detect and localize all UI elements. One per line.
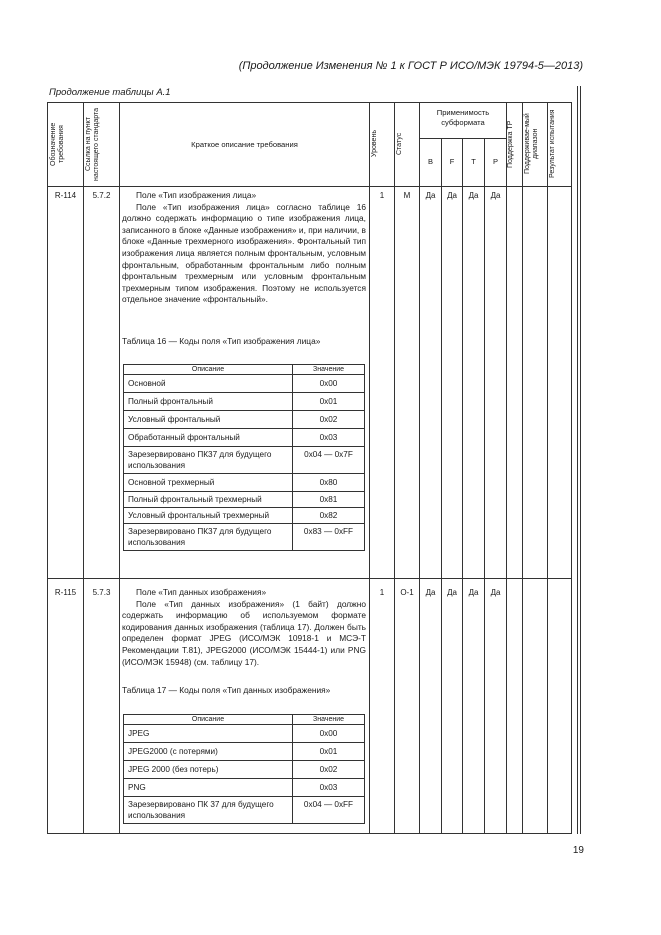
codes-row (124, 725, 365, 743)
code-description: Основной трехмерный (124, 474, 293, 492)
code-value: 0x00 (293, 375, 365, 393)
codes-row (124, 447, 365, 474)
codes-header-value: Значение (293, 365, 365, 375)
col-header-t: T (471, 157, 476, 166)
row-f: Да (447, 191, 457, 200)
table-caption: Таблица 16 — Коды поля «Тип изображения лица» (122, 336, 321, 346)
code-description: JPEG 2000 (без потерь) (124, 761, 293, 779)
code-value: 0x02 (293, 761, 365, 779)
col-header-test-result: Результат испытания (549, 109, 556, 179)
code-description: Основной (124, 375, 293, 393)
code-value: 0x82 (293, 508, 365, 524)
codes-header-description: Описание (124, 365, 293, 375)
codes-row (124, 524, 365, 551)
col-header-designation: Обозначение требования (50, 122, 66, 166)
codes-row (124, 393, 365, 411)
codes-header-value: Значение (293, 715, 365, 725)
row-ref: 5.7.3 (92, 588, 111, 597)
col-header-b: B (427, 157, 433, 166)
codes-row (124, 797, 365, 824)
row-level: 1 (379, 588, 385, 597)
row-b: Да (425, 588, 436, 597)
code-value: 0x03 (293, 429, 365, 447)
code-value: 0x80 (293, 474, 365, 492)
codes-row (124, 761, 365, 779)
codes-table (123, 364, 365, 551)
col-header-level: Уровень (371, 130, 378, 158)
code-description: Условный фронтальный трехмерный (124, 508, 293, 524)
row-f: Да (447, 588, 457, 597)
codes-row (124, 411, 365, 429)
code-description: Условный фронтальный (124, 411, 293, 429)
table-caption: Таблица 17 — Коды поля «Тип данных изображения» (122, 685, 331, 695)
col-header-applicability: Применимость субформата (436, 108, 490, 127)
code-description: Полный фронтальный трехмерный (124, 492, 293, 508)
requirement-text (122, 190, 366, 306)
code-description: Зарезервировано ПК37 для будущего использования (124, 447, 293, 474)
code-value: 0x04 — 0x7F (293, 447, 365, 474)
col-header-description: Краткое описание требования (191, 140, 298, 149)
code-value: 0x00 (293, 725, 365, 743)
requirement-text (122, 587, 366, 668)
code-description: Обработанный фронтальный (124, 429, 293, 447)
codes-table (123, 714, 365, 824)
row-t: Да (468, 588, 479, 597)
code-value: 0x01 (293, 393, 365, 411)
code-description: Зарезервировано ПК37 для будущего использования (124, 524, 293, 551)
code-value: 0x01 (293, 743, 365, 761)
code-value: 0x81 (293, 492, 365, 508)
code-value: 0x04 — 0xFF (293, 797, 365, 824)
col-header-supported-range: Поддерживае-мый диапазон (524, 113, 540, 175)
requirement-title: Поле «Тип данных изображения» (136, 587, 267, 597)
row-status: M (403, 191, 411, 200)
code-description: PNG (124, 779, 293, 797)
requirement-body: Поле «Тип изображения лица» согласно таблице 16 должно содержать информацию о типе изображения лица, записанного в блоке «Данные изображения» и, при наличии, в блоке «Данные трехмерного изображения». Фронтальный тип изображения лица является полным фронтальным, условным фронтальным, обработанным фронтальным либо полным фронтальным трехмерным или условным фронтальным трехмерным типом изображения. Поэтому не используется отдельное значение «фронтальный». (122, 201, 366, 305)
col-header-reference: Ссылка на пункт настоящего стандарта (85, 107, 101, 181)
row-level: 1 (379, 191, 385, 200)
codes-row (124, 508, 365, 524)
table-continuation-label: Продолжение таблицы А.1 (49, 87, 171, 98)
code-description: Полный фронтальный (124, 393, 293, 411)
col-header-p: P (492, 157, 498, 166)
code-value: 0x83 — 0xFF (293, 524, 365, 551)
row-p: Да (490, 588, 501, 597)
row-b: Да (425, 191, 436, 200)
codes-row (124, 779, 365, 797)
col-header-f: F (449, 157, 455, 166)
code-value: 0x02 (293, 411, 365, 429)
code-description: JPEG2000 (с потерями) (124, 743, 293, 761)
codes-row (124, 474, 365, 492)
codes-row (124, 429, 365, 447)
codes-row (124, 492, 365, 508)
document-header: (Продолжение Изменения № 1 к ГОСТ Р ИСО/МЭК 19794-5—2013) (238, 60, 583, 72)
row-ref: 5.7.2 (92, 191, 111, 200)
codes-header-description: Описание (124, 715, 293, 725)
row-p: Да (490, 191, 501, 200)
col-header-tr-support: Поддержка ТР (507, 120, 514, 168)
row-id: R-115 (54, 588, 77, 597)
codes-row (124, 743, 365, 761)
row-status: O-1 (400, 588, 414, 597)
col-header-status: Статус (396, 132, 403, 156)
page-number: 19 (572, 845, 584, 856)
code-value: 0x03 (293, 779, 365, 797)
codes-row (124, 375, 365, 393)
requirement-title: Поле «Тип изображения лица» (136, 190, 257, 200)
row-id: R-114 (54, 191, 77, 200)
requirement-body: Поле «Тип данных изображения» (1 байт) должно содержать информацию об используемом формате кодирования данных изображения (таблица 17). Должен быть определен формат JPEG (ИСО/МЭК 10918-1 и МСЭ-Т Рекомендации Т.81), JPEG2000 (ИСО/МЭК 15444-1) или PNG (ИСО/МЭК 15948) (см. таблицу 17). (122, 598, 366, 667)
row-t: Да (468, 191, 479, 200)
code-description: JPEG (124, 725, 293, 743)
code-description: Зарезервировано ПК 37 для будущего использования (124, 797, 293, 824)
